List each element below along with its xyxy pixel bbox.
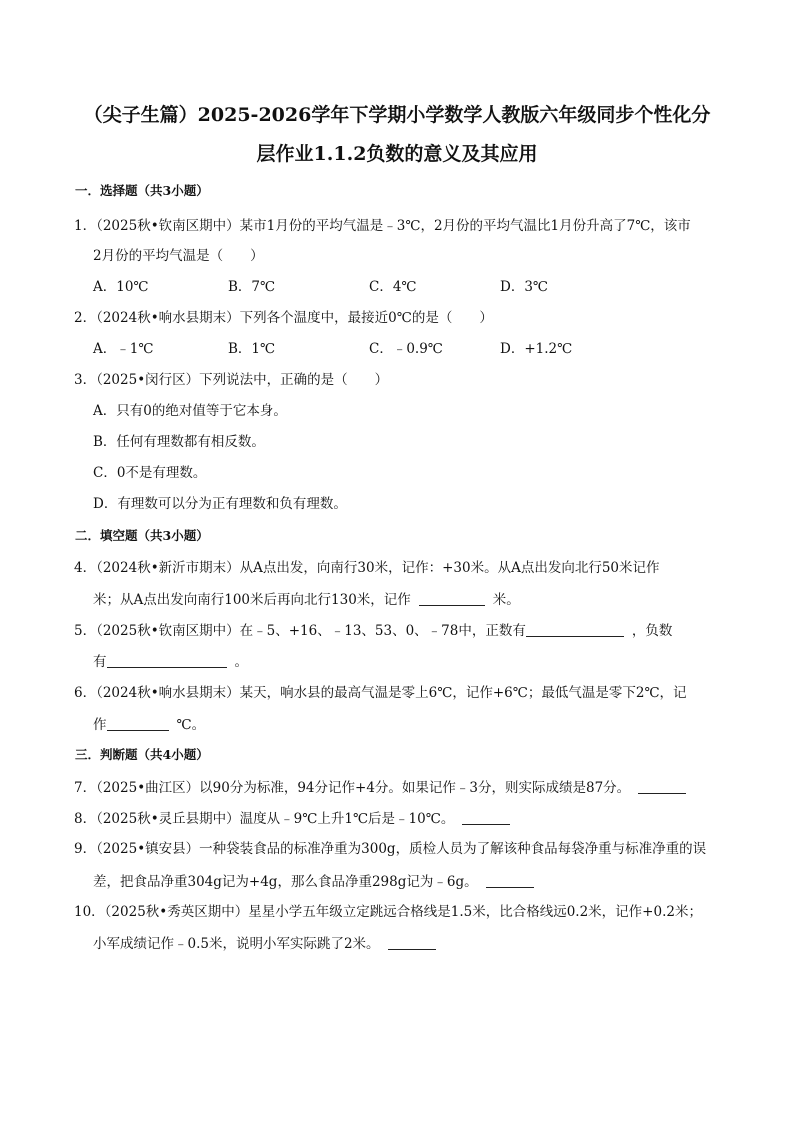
- question-3-text: 3．（2025•闵行区）下列说法中，正确的是（ ）: [74, 372, 389, 388]
- question-8-text: [74, 812, 510, 827]
- question-3-option-d: D．有理数可以分为正有理数和负有理数。: [93, 496, 347, 512]
- question-9-text-cont: [93, 875, 534, 890]
- question-1-text-cont: 2月份的平均气温是（ ）: [93, 248, 264, 264]
- question-5-positive-blank[interactable]: [526, 624, 624, 637]
- question-10-answer-blank[interactable]: [388, 937, 436, 950]
- question-1-option-a: A．10℃: [93, 279, 149, 295]
- question-5-text-cont: [93, 655, 248, 670]
- question-6-text-part-a: 作: [93, 717, 107, 733]
- question-2-option-d: D．+1.2℃: [500, 341, 573, 357]
- question-2-option-c: C．﹣0.9℃: [369, 341, 443, 357]
- question-3-option-a: A．只有0的绝对值等于它本身。: [93, 403, 287, 419]
- question-1-text: 1．（2025秋•钦南区期中）某市1月份的平均气温是﹣3℃，2月份的平均气温比1月份升高了7℃，该市: [74, 218, 691, 234]
- question-8-statement: 8．（2025秋•灵丘县期中）温度从﹣9℃上升1℃后是﹣10℃。: [74, 811, 455, 827]
- section-heading-choice: 一．选择题（共3小题）: [75, 183, 209, 198]
- question-2-option-b: B．1℃: [228, 341, 276, 357]
- question-4-text: 4．（2024秋•新沂市期末）从A点出发，向南行30米，记作：+30米。从A点出发向北行50米记作: [74, 560, 660, 576]
- question-5-text-part-c: 有: [93, 654, 107, 670]
- question-6-answer-blank[interactable]: [107, 718, 169, 731]
- question-9-statement-cont: 差，把食品净重304g记为+4g，那么食品净重298g记为﹣6g。: [93, 874, 478, 890]
- question-3-option-c: C．0不是有理数。: [93, 465, 207, 481]
- question-4-text-part-b: 米。: [492, 592, 520, 608]
- question-6-text-cont: [93, 718, 205, 733]
- question-5-negative-blank[interactable]: [107, 655, 227, 668]
- question-4-answer-blank[interactable]: [419, 593, 485, 606]
- question-10-statement-cont: 小军成绩记作﹣0.5米，说明小军实际跳了2米。: [93, 936, 380, 952]
- question-9-answer-blank[interactable]: [486, 875, 534, 888]
- question-2-option-a: A．﹣1℃: [93, 341, 154, 357]
- question-7-answer-blank[interactable]: [638, 781, 686, 794]
- question-1-option-b: B．7℃: [228, 279, 276, 295]
- question-5-text-part-b: ，负数: [631, 623, 673, 639]
- question-7-statement: 7．（2025•曲江区）以90分为标准，94分记作+4分。如果记作﹣3分，则实际成绩是87分。: [74, 780, 631, 796]
- question-10-text: 10．（2025秋•秀英区期中）星星小学五年级立定跳远合格线是1.5米，比合格线远0.2米，记作+0.2米；: [74, 904, 702, 920]
- document-title-line-1: （尖子生篇）2025-2026学年下学期小学数学人教版六年级同步个性化分: [83, 104, 711, 126]
- section-heading-judge: 三．判断题（共4小题）: [75, 747, 209, 762]
- question-4-text-cont: [93, 593, 520, 608]
- question-1-option-c: C．4℃: [369, 279, 417, 295]
- question-6-text-part-b: ℃。: [176, 717, 206, 733]
- question-10-text-cont: [93, 937, 436, 952]
- question-3-option-b: B．任何有理数都有相反数。: [93, 434, 265, 450]
- question-7-text: [74, 781, 686, 796]
- question-5-text: [74, 624, 672, 639]
- question-6-text: 6．（2024秋•响水县期末）某天，响水县的最高气温是零上6℃，记作+6℃；最低气温是零下2℃，记: [74, 685, 687, 701]
- section-heading-fill: 二．填空题（共3小题）: [75, 528, 209, 543]
- question-9-text: 9．（2025•镇安县）一种袋装食品的标准净重为300g，质检人员为了解该种食品每袋净重与标准净重的误: [74, 841, 707, 857]
- question-5-text-part-a: 5．（2025秋•钦南区期中）在﹣5、+16、﹣13、53、0、﹣78中，正数有: [74, 623, 526, 639]
- question-2-text: 2．（2024秋•响水县期末）下列各个温度中，最接近0℃的是（ ）: [74, 310, 493, 326]
- question-1-option-d: D．3℃: [500, 279, 549, 295]
- question-4-text-part-a: 米；从A点出发向南行100米后再向北行130米，记作: [93, 592, 411, 608]
- question-5-text-part-d: 。: [234, 654, 248, 670]
- question-8-answer-blank[interactable]: [462, 812, 510, 825]
- document-title-line-2: 层作业1.1.2负数的意义及其应用: [256, 143, 538, 165]
